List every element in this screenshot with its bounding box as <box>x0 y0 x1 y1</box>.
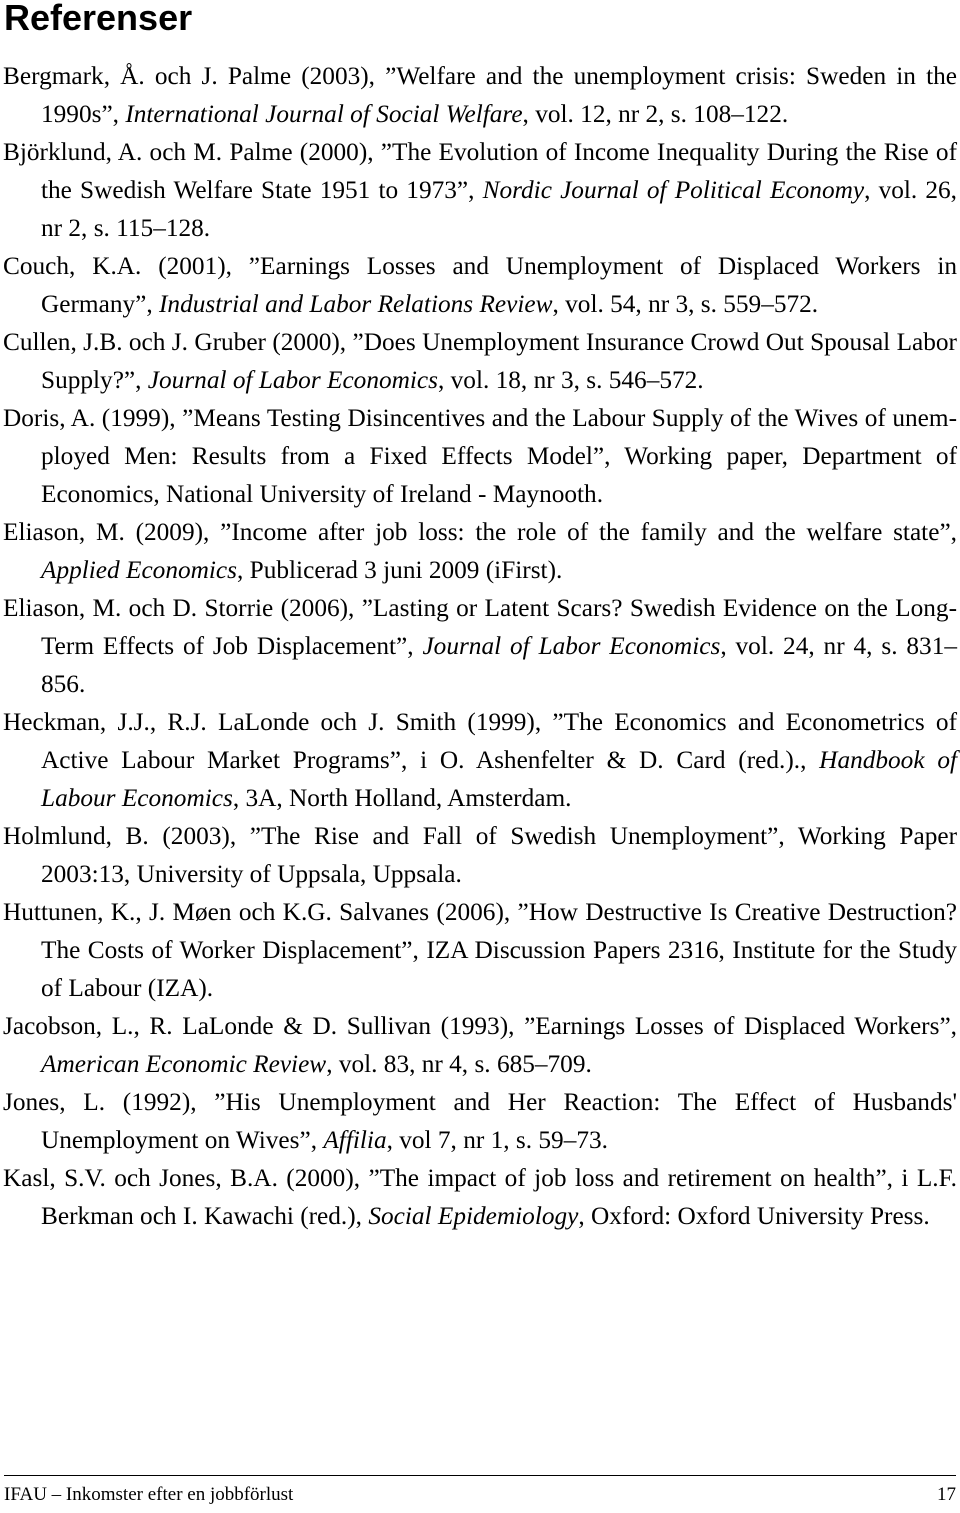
reference-journal: Applied Economics <box>41 556 238 584</box>
reference-details: , vol. 18, nr 3, s. 546–572. <box>438 366 704 394</box>
reference-text: Eliason, M. och D. Storrie (2006), ”Lasting or Latent Scars? Swedish Evidence on the Long-Term Effects of Job Displacement”, <box>3 594 957 660</box>
reference-text: Björklund, A. och M. Palme (2000), ”The Evolution of Income Inequality During the Rise of the Swedish Welfare State 1951 to 1973”, <box>3 138 957 204</box>
page-title: Referenser <box>4 0 193 38</box>
reference-journal: Handbook of Labour Economics <box>41 746 957 812</box>
reference-entry <box>3 893 957 1007</box>
reference-text: Cullen, J.B. och J. Gruber (2000), ”Does Unemployment Insurance Crowd Out Spousal Labor Supply?”, <box>3 328 957 394</box>
reference-entry <box>3 1083 957 1159</box>
reference-details: , Oxford: Oxford University Press. <box>578 1202 930 1230</box>
reference-text: Bergmark, Å. och J. Palme (2003), ”Welfare and the unemployment crisis: Sweden in the 1990s”, <box>3 62 957 128</box>
reference-entry <box>3 703 957 817</box>
reference-text: Heckman, J.J., R.J. LaLonde och J. Smith (1999), ”The Economics and Econometrics of Active Labour Market Programs”, i O. Ashenfelter & D. Card (red.)., <box>3 708 957 774</box>
reference-entry <box>3 323 957 399</box>
reference-details: , Publicerad 3 juni 2009 (iFirst). <box>237 556 563 584</box>
footer-divider <box>4 1475 956 1476</box>
reference-details: , vol. 24, nr 4, s. 831–856. <box>41 632 957 698</box>
reference-details: , vol. 54, nr 3, s. 559–572. <box>552 290 819 318</box>
reference-text: Holmlund, B. (2003), ”The Rise and Fall of Swedish Unemployment”, Working Paper 2003:13, University of Uppsala, Uppsala. <box>3 822 957 888</box>
reference-text: Doris, A. (1999), ”Means Testing Disincentives and the Labour Supply of the Wives of unem-ployed Men: Results from a Fixed Effects Model”, Working paper, Department of Economics, National University of Ireland - Maynooth. <box>3 404 957 508</box>
reference-text: Jones, L. (1992), ”His Unemployment and Her Reaction: The Effect of Husbands' Unemployment on Wives”, <box>3 1088 957 1154</box>
page-footer <box>4 1475 956 1511</box>
reference-details: , 3A, North Holland, Amsterdam. <box>232 784 572 812</box>
reference-entry <box>3 57 957 133</box>
reference-entry <box>3 133 957 247</box>
footer-publication: IFAU – Inkomster efter en jobbförlust <box>4 1484 294 1505</box>
reference-entry <box>3 399 957 513</box>
reference-list <box>3 57 957 1235</box>
reference-entry <box>3 589 957 703</box>
reference-journal: Affilia <box>323 1126 387 1154</box>
reference-journal: American Economic Review <box>41 1050 327 1078</box>
reference-text: Kasl, S.V. och Jones, B.A. (2000), ”The impact of job loss and retirement on health”, i L.F. Berkman och I. Kawachi (red.), <box>3 1164 957 1230</box>
reference-journal: Social Epidemiology <box>368 1202 579 1230</box>
reference-journal: Journal of Labor Economics <box>422 632 721 660</box>
reference-journal: Nordic Journal of Political Economy <box>482 176 865 204</box>
reference-text: Jacobson, L., R. LaLonde & D. Sullivan (1993), ”Earnings Losses of Displaced Workers”, <box>3 1012 957 1040</box>
reference-entry <box>3 513 957 589</box>
reference-journal: Journal of Labor Economics <box>147 366 438 394</box>
reference-entry <box>3 1007 957 1083</box>
reference-entry <box>3 817 957 893</box>
reference-entry <box>3 1159 957 1235</box>
reference-details: , vol. 26, nr 2, s. 115–128. <box>41 176 957 242</box>
reference-journal: Industrial and Labor Relations Review <box>159 290 553 318</box>
reference-text: Eliason, M. (2009), ”Income after job loss: the role of the family and the welfare state”, <box>3 518 957 546</box>
reference-journal: International Journal of Social Welfare <box>125 100 523 128</box>
reference-details: , vol. 83, nr 4, s. 685–709. <box>326 1050 592 1078</box>
reference-text: Huttunen, K., J. Møen och K.G. Salvanes (2006), ”How Destructive Is Creative Destruction? The Costs of Worker Displacement”, IZA Discussion Papers 2316, Institute for the Study of Labour (IZA). <box>3 898 957 1002</box>
reference-details: , vol 7, nr 1, s. 59–73. <box>386 1126 608 1154</box>
page-number: 17 <box>937 1484 956 1505</box>
reference-text: Couch, K.A. (2001), ”Earnings Losses and Unemployment of Displaced Workers in Germany”, <box>3 252 957 318</box>
reference-entry <box>3 247 957 323</box>
reference-details: , vol. 12, nr 2, s. 108–122. <box>522 100 789 128</box>
